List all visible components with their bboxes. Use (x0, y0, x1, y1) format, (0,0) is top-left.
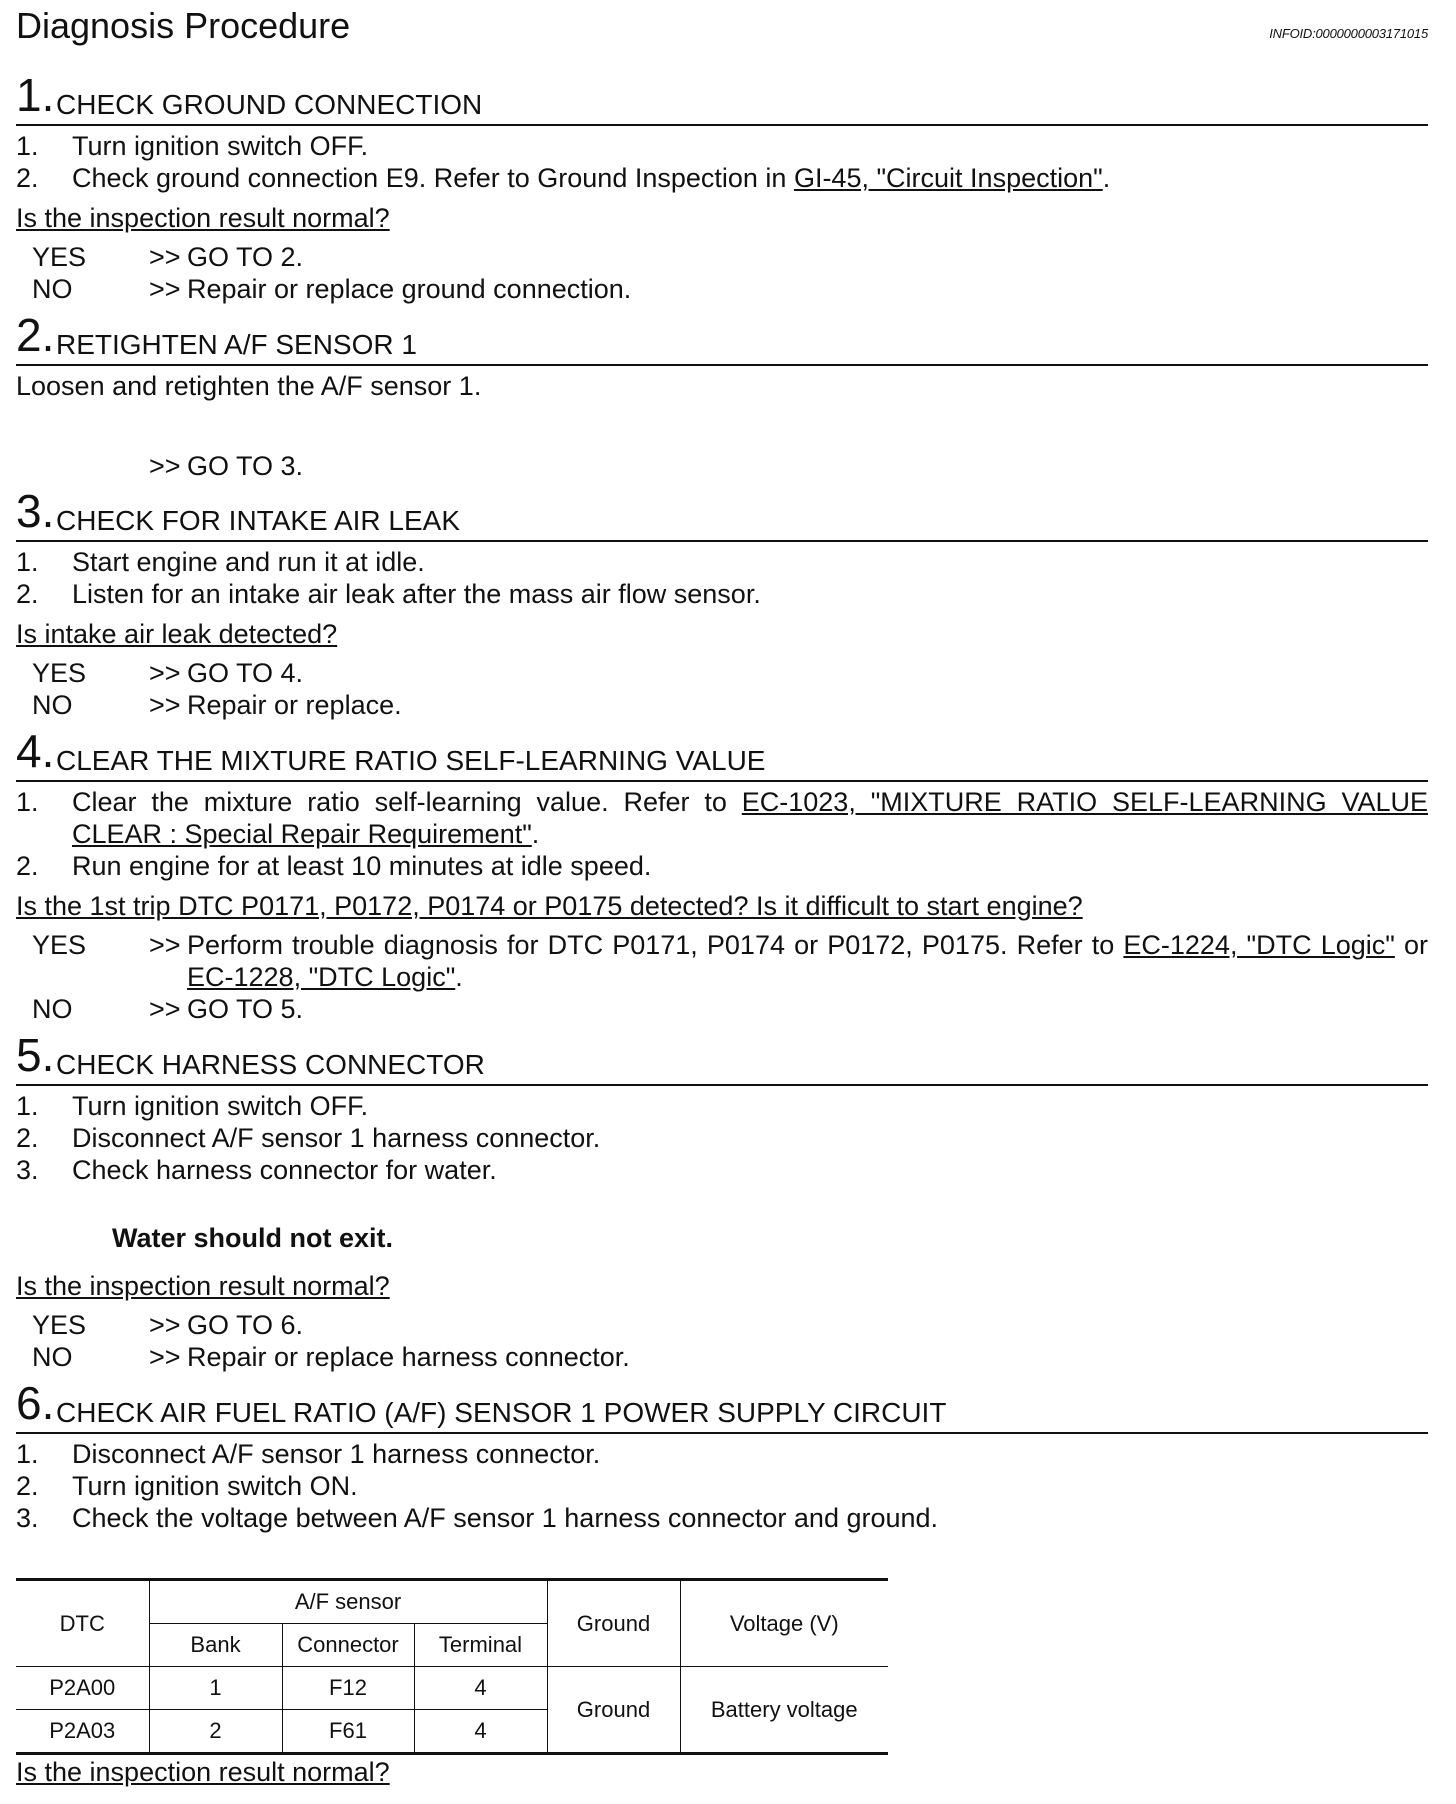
answer-key: NO (32, 994, 73, 1024)
item-number: 3. (16, 1503, 39, 1533)
step-title: CHECK HARNESS CONNECTOR (56, 1049, 485, 1080)
reference-link[interactable]: EC-1228, "DTC Logic" (187, 962, 456, 992)
item-text: Check ground connection E9. Refer to Ground Inspection in GI-45, "Circuit Inspection". (72, 163, 1111, 193)
step-2-header (16, 308, 1428, 366)
answer-text: GO TO 5. (187, 994, 304, 1024)
item-text: Clear the mixture ratio self-learning value. Refer to EC-1023, "MIXTURE RATIO SELF-LEARNING VALUE CLEAR : Special Repair Requirement". (72, 787, 1428, 849)
step-5-header (16, 1028, 1428, 1086)
cell-terminal: 4 (414, 1667, 547, 1710)
step-4-header (16, 724, 1428, 782)
reference-link[interactable]: GI-45, "Circuit Inspection" (793, 163, 1103, 193)
arrow: >> (149, 451, 181, 481)
header-voltage: Voltage (V) (680, 1580, 888, 1667)
reference-link[interactable]: EC-1224, "DTC Logic" (1123, 930, 1395, 960)
question: Is the 1st trip DTC P0171, P0172, P0174 or P0175 detected? Is it difficult to start engine? (16, 891, 1083, 921)
answer-text: Repair or replace harness connector. (187, 1342, 630, 1372)
answer-key: NO (32, 1342, 73, 1372)
item-number: 3. (16, 1155, 39, 1185)
cell-connector: F12 (282, 1667, 414, 1710)
arrow: >> (149, 994, 181, 1024)
question: Is intake air leak detected? (16, 619, 338, 649)
item-number: 2. (16, 1123, 39, 1153)
item-text: Turn ignition switch OFF. (72, 131, 369, 161)
item-number: 2. (16, 851, 39, 881)
cell-bank: 1 (149, 1667, 282, 1710)
step-text: Loosen and retighten the A/F sensor 1. (16, 371, 482, 401)
header-dtc: DTC (16, 1580, 149, 1667)
item-number: 1. (16, 787, 39, 817)
info-id: INFOID:0000000003171015 (1269, 26, 1428, 41)
cell-dtc: P2A03 (16, 1710, 149, 1754)
answer-text: GO TO 6. (187, 1310, 304, 1340)
step-number: 3. (16, 485, 55, 537)
voltage-spec-table (16, 1578, 888, 1755)
cell-terminal: 4 (414, 1710, 547, 1754)
header-af-sensor: A/F sensor (149, 1580, 547, 1624)
item-number: 1. (16, 547, 39, 577)
step-number: 5. (16, 1029, 55, 1081)
header-connector: Connector (282, 1624, 414, 1667)
item-number: 1. (16, 1091, 39, 1121)
cell-ground: Ground (547, 1667, 680, 1754)
cell-connector: F61 (282, 1710, 414, 1754)
answer-key: YES (32, 930, 87, 960)
step-title: RETIGHTEN A/F SENSOR 1 (56, 329, 417, 360)
arrow: >> (149, 690, 181, 720)
step-3-header (16, 484, 1428, 542)
table-row (16, 1667, 888, 1710)
answer-key: YES (32, 242, 87, 272)
page-title: Diagnosis Procedure (16, 5, 351, 46)
question: Is the inspection result normal? (16, 203, 390, 233)
item-text: Run engine for at least 10 minutes at idle speed. (72, 851, 652, 881)
answer-text: GO TO 2. (187, 242, 304, 272)
answer-key: NO (32, 690, 73, 720)
step-number: 4. (16, 725, 55, 777)
question: Is the inspection result normal? (16, 1757, 390, 1787)
answer-text: Repair or replace ground connection. (187, 274, 632, 304)
step-title: CLEAR THE MIXTURE RATIO SELF-LEARNING VALUE (56, 745, 766, 776)
arrow: >> (149, 658, 181, 688)
cell-dtc: P2A00 (16, 1667, 149, 1710)
arrow: >> (149, 242, 181, 272)
header-terminal: Terminal (414, 1624, 547, 1667)
question: Is the inspection result normal? (16, 1271, 390, 1301)
step-6-header (16, 1376, 1428, 1434)
item-text: Check harness connector for water. (72, 1155, 497, 1185)
item-number: 1. (16, 1439, 39, 1469)
step-number: 6. (16, 1377, 55, 1429)
cell-bank: 2 (149, 1710, 282, 1754)
item-text: Turn ignition switch OFF. (72, 1091, 369, 1121)
reference-link[interactable]: EC-1023, "MIXTURE RATIO SELF-LEARNING VALUE CLEAR : Special Repair Requirement" (72, 787, 1428, 849)
item-text: Disconnect A/F sensor 1 harness connector. (72, 1439, 601, 1469)
answer-key: NO (32, 274, 73, 304)
cell-voltage: Battery voltage (680, 1667, 888, 1754)
item-number: 2. (16, 163, 39, 193)
step-1-header (16, 68, 1428, 126)
item-number: 2. (16, 579, 39, 609)
item-text: Turn ignition switch ON. (72, 1471, 358, 1501)
step-number: 1. (16, 69, 55, 121)
item-number: 1. (16, 131, 39, 161)
answer-text: Repair or replace. (187, 690, 402, 720)
step-title: CHECK GROUND CONNECTION (56, 89, 483, 120)
item-text: Start engine and run it at idle. (72, 547, 425, 577)
spec-note: Water should not exit. (112, 1223, 394, 1253)
item-number: 2. (16, 1471, 39, 1501)
arrow: >> (149, 930, 181, 960)
arrow: >> (149, 1310, 181, 1340)
header-ground: Ground (547, 1580, 680, 1667)
answer-text: GO TO 4. (187, 658, 304, 688)
item-text: Check the voltage between A/F sensor 1 harness connector and ground. (72, 1503, 939, 1533)
item-text: Listen for an intake air leak after the mass air flow sensor. (72, 579, 761, 609)
answer-text: GO TO 3. (187, 451, 304, 481)
arrow: >> (149, 274, 181, 304)
arrow: >> (149, 1342, 181, 1372)
answer-key: YES (32, 658, 87, 688)
step-title: CHECK AIR FUEL RATIO (A/F) SENSOR 1 POWER SUPPLY CIRCUIT (56, 1397, 947, 1428)
answer-key: YES (32, 1310, 87, 1340)
header-bank: Bank (149, 1624, 282, 1667)
step-number: 2. (16, 309, 55, 361)
step-title: CHECK FOR INTAKE AIR LEAK (56, 505, 461, 536)
item-text: Disconnect A/F sensor 1 harness connector. (72, 1123, 601, 1153)
answer-text: Perform trouble diagnosis for DTC P0171, P0174 or P0172, P0175. Refer to EC-1224, "DTC Logic" or EC-1228, "DTC Logic". (187, 930, 1428, 992)
